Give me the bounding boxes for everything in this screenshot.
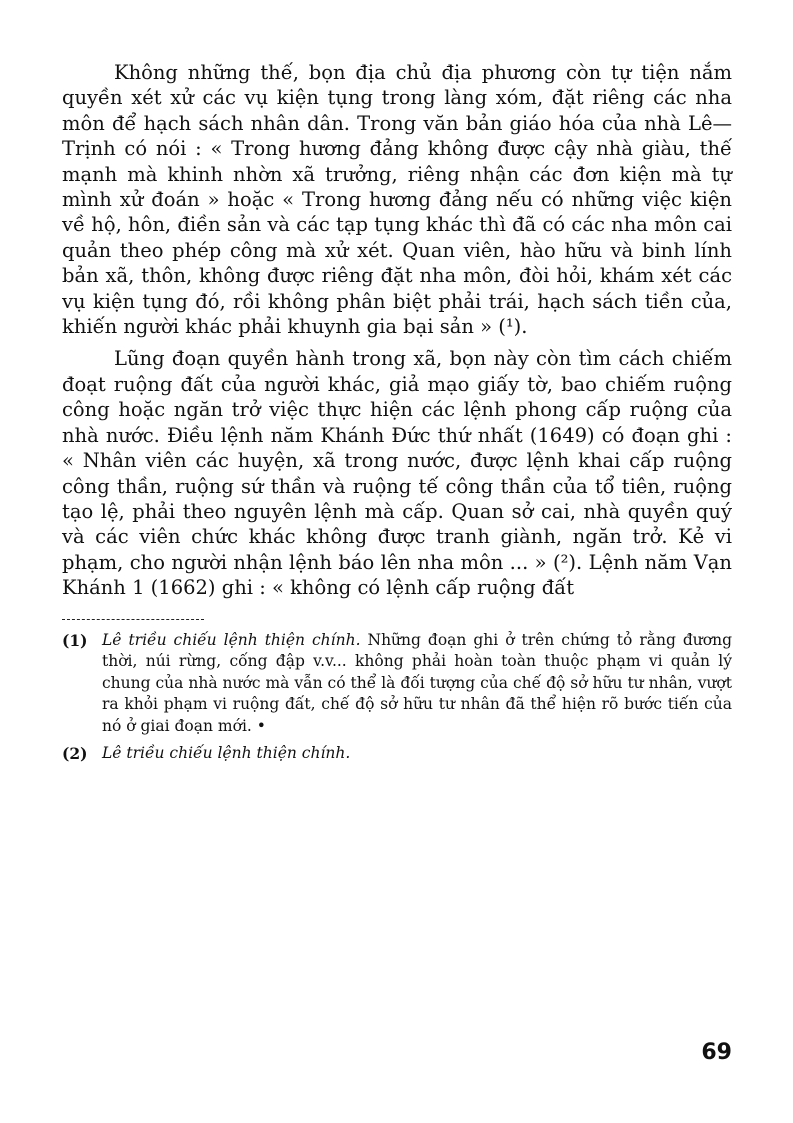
footnote-body: [102, 743, 732, 765]
document-page: [62, 60, 732, 1100]
paragraph: Không những thế, bọn địa chủ địa phương còn tự tiện nắm quyền xét xử các vụ kiện tụng trong làng xóm, đặt riêng các nha môn để hạch sách nhân dân. Trong văn bản giáo hóa của nhà Lê—Trịnh có nói : « Trong hương đảng không được cậy nhà giàu, thế mạnh mà khinh nhờn xã trưởng, riêng nhận các đơn kiện mà tự mình xử đoán » hoặc « Trong hương đảng nếu có những việc kiện về hộ, hôn, điền sản và các tạp tụng khác thì đã có các nha môn cai quản theo phép công mà xử xét. Quan viên, hào hữu và binh lính bản xã, thôn, không được riêng đặt nha môn, đòi hỏi, khám xét các vụ kiện tụng đó, rồi không phân biệt phải trái, hạch sách tiền của, khiến người khác phải khuynh gia bại sản » (¹).: [62, 61, 732, 339]
body-text: [62, 60, 732, 601]
footnote-source: Lê triều chiếu lệnh thiện chính.: [102, 744, 351, 763]
footnote-body: [102, 630, 732, 738]
footnotes: [62, 630, 732, 765]
footnote-divider: [62, 619, 204, 620]
footnote-source: Lê triều chiếu lệnh thiện chính.: [102, 630, 361, 649]
footnote-1: [62, 630, 732, 738]
footnote-2: [62, 743, 732, 765]
page-number: 69: [701, 1040, 732, 1065]
paragraph: Lũng đoạn quyền hành trong xã, bọn này còn tìm cách chiếm đoạt ruộng đất của người khác, giả mạo giấy tờ, bao chiếm ruộng công hoặc ngăn trở việc thực hiện các lệnh phong cấp ruộng của nhà nước. Điều lệnh năm Khánh Đức thứ nhất (1649) có đoạn ghi : « Nhân viên các huyện, xã trong nước, được lệnh khai cấp ruộng công thần, ruộng sứ thần và ruộng tế công thần của tổ tiên, ruộng tạo lệ, phải theo nguyên lệnh mà cấp. Quan sở cai, nhà quyền quý và các viên chức khác không được tranh giành, ngăn trở. Kẻ vi phạm, cho người nhận lệnh báo lên nha môn ... » (²). Lệnh năm Vạn Khánh 1 (1662) ghi : « không có lệnh cấp ruộng đất: [62, 347, 732, 600]
footnote-marker: (1): [62, 630, 88, 650]
footnote-text: Những đoạn ghi ở trên chứng tỏ rằng đương thời, núi rừng, cống đập v.v... không phải hoàn toàn thuộc phạm vi quản lý chung của nhà nước mà vẫn có thể là đối tượng của chế độ sở hữu tư nhân, vượt ra khỏi phạm vi ruộng đất, chế độ sở hữu tư nhân đã thể hiện rõ bước tiến của nó ở giai đoạn mới. •: [102, 630, 732, 735]
footnote-marker: (2): [62, 744, 88, 764]
